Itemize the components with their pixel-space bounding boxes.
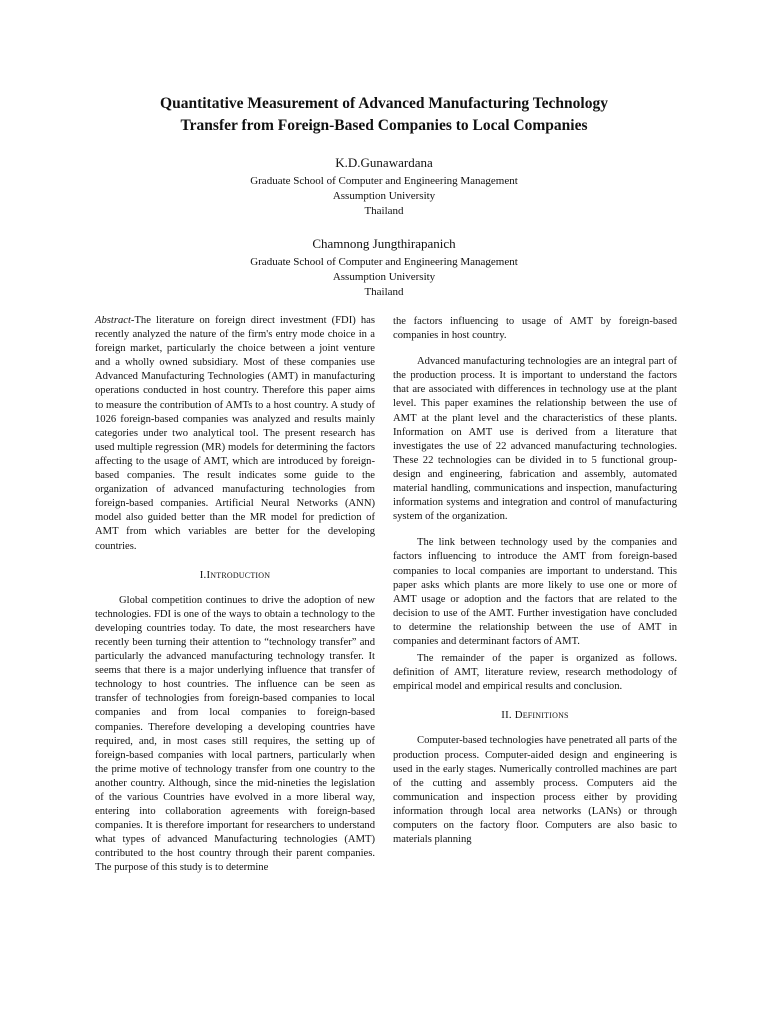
author-affiliation-school: Graduate School of Computer and Engineering Management [250, 256, 518, 268]
right-column [393, 315, 677, 847]
title-line-2: Transfer from Foreign-Based Companies to Local Companies [180, 117, 588, 134]
abstract-text: The literature on foreign direct investment (FDI) has recently analyzed the nature of the firm's entry mode choice in a foreign market, particularly the choice between a joint venture and a wholly owned subsidiary. Most of these companies use Advanced Manufacturing Technologies (AMT) in manufacturing operations conducted in host country. Therefore this paper aims to measure the contribution of AMTs to a host country. A study of 1026 foreign-based companies was analyzed and results mainly categories under two analytical tool. The present research has used multiple regression (MR) models for determining the factors affecting to the usage of AMT, which are introduced by foreign-based companies. The result indicates some guide to the organization of advanced manufacturing technologies from foreign-based companies. Artificial Neural Networks (ANN) model also guided better than the MR model for prediction of AMT from which variables are better for the developing countries. [95, 315, 375, 552]
body-paragraph: The link between technology used by the companies and factors influencing to introduce the AMT from foreign-based companies to local companies are important to understand. This paper asks which plants are more likely to use one or more of AMT usage or adoption and the factors that are related to the decision to use of the AMT. Further investigation have concluded to determine the relationship between the use of AMT in companies and determinant factors of AMT. [393, 537, 677, 647]
body-paragraph: Advanced manufacturing technologies are an integral part of the production process. It is important to understand the factors that are associated with differences in technology use at the plant level. This paper examines the relationship between the use of AMT at the plant level and the characteristics of these plants. Information on AMT use is derived from a literature that investigates the use of 22 advanced manufacturing technologies. These 22 technologies can be divided in to 5 functional group-design and engineering, fabrication and assembly, automated material handling, communications and inspection, manufacturing information systems and integration and control of manufacturing system of the organization. [393, 356, 677, 523]
author-affiliation-country: Thailand [364, 286, 404, 298]
body-paragraph: Computer-based technologies have penetrated all parts of the production process. Computer-aided design and engineering is used in the early stages. Numerically controlled machines are part of the cutting and assembly process. Computers aid the communication and inspection process either by providing information through local area networks (LANs) or through computers on the factory floor. Computers are also basic to materials planning [393, 735, 677, 846]
section-heading-definitions [393, 708, 677, 722]
title-line-1: Quantitative Measurement of Advanced Manufacturing Technology [160, 95, 608, 112]
author-affiliation-country: Thailand [364, 205, 404, 217]
author-affiliation-university: Assumption University [332, 271, 436, 283]
author-block-1 [40, 154, 728, 219]
author-affiliation-school: Graduate School of Computer and Engineering Management [250, 175, 518, 187]
section-heading-introduction [95, 568, 375, 582]
body-paragraph: Global competition continues to drive the adoption of new technologies. FDI is one of the ways to obtain a technology to the developing countries today. To date, the most researchers have recently been turning their attention to “technology transfer” and particularly the advanced manufacturing technology transfer. It seems that there is a major underlying influence that transfer of technology to host countries. The influence can be seen as transfer of technologies from foreign-based companies to local companies and from local companies to foreign-based companies. Therefore developing a developing countries have required, and, in most cases still requires, the setting up of foreign-based companies with local partners, particularly when the prime motive of technology transfer from one country to the another country. Although, since the mid-nineties the legislation of the various Countries have evolved in a more liberal way, entering into collaboration agreements with foreign-based companies. It is therefore important for researchers to understand what types of advanced Manufacturing technologies (AMT) contributed to the host country through their parent companies. The purpose of this study is to determine [95, 594, 375, 874]
body-paragraph-continued: the factors influencing to usage of AMT by foreign-based companies in host country. [393, 316, 677, 342]
left-column [95, 314, 375, 876]
section-title: Introduction [206, 568, 271, 581]
section-title: Definitions [514, 709, 569, 722]
author-affiliation-university: Assumption University [332, 190, 436, 202]
abstract-label: Abstract- [95, 315, 135, 326]
author-name: Chamnong Jungthirapanich [312, 236, 456, 251]
abstract-paragraph [95, 314, 375, 554]
author-block-2 [40, 235, 728, 300]
section-number: I. [199, 568, 207, 581]
body-paragraph: The remainder of the paper is organized as follows. definition of AMT, literature review, research methodology of empirical model and empirical results and conclusion. [393, 653, 677, 693]
paper-title [40, 93, 728, 137]
section-number: II. [501, 709, 512, 722]
author-name: K.D.Gunawardana [335, 155, 433, 170]
